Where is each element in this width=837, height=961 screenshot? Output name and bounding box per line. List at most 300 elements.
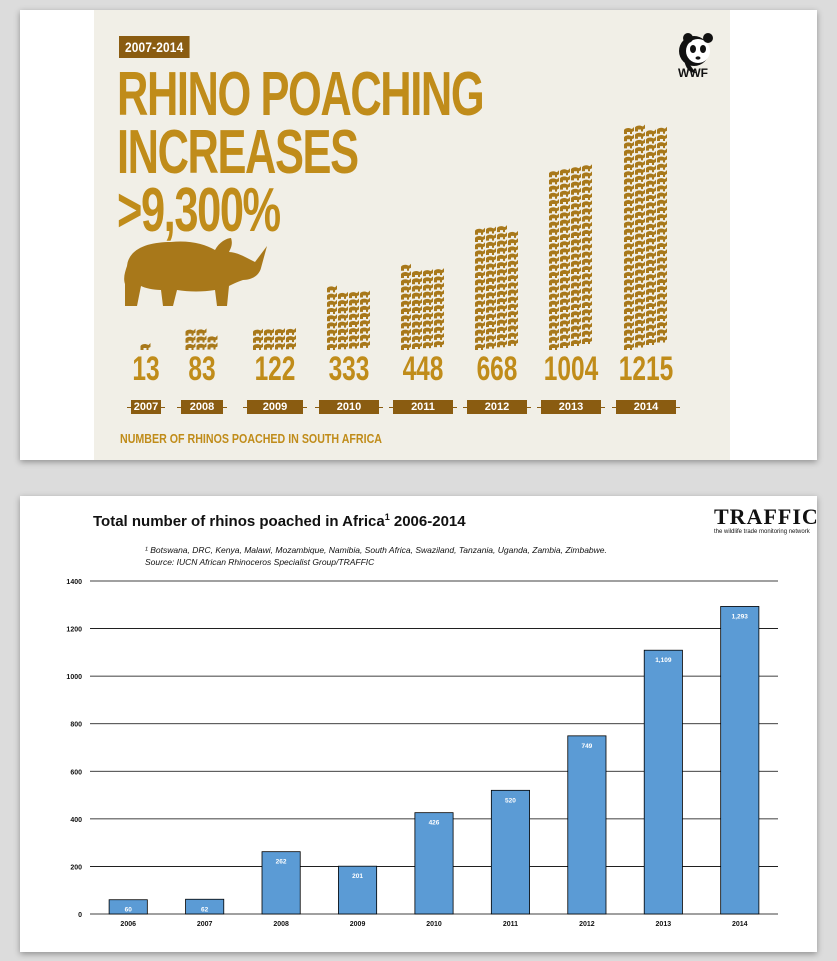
rhino-pictogram [412, 284, 422, 291]
rhino-pictogram [560, 334, 570, 341]
rhino-pictogram [197, 336, 207, 343]
rhino-pictogram [582, 193, 592, 200]
rhino-pictogram [497, 254, 507, 261]
rhino-pictogram [327, 336, 337, 343]
rhino-pictogram [646, 316, 656, 323]
rhino-pictogram [349, 313, 359, 320]
rhino-pictogram [475, 228, 485, 235]
rhino-pictogram [401, 336, 411, 343]
rhino-pictogram [497, 261, 507, 268]
year-label-2014: 2014 [616, 400, 676, 414]
rhino-pictogram [646, 302, 656, 309]
value-label-2008: 83 [188, 350, 216, 388]
rhino-pictogram [624, 185, 634, 192]
rhino-column-2009 [253, 328, 296, 350]
rhino-pictogram [657, 177, 667, 184]
x-tick-label: 2010 [426, 921, 442, 928]
rhino-pictogram [657, 213, 667, 220]
rhino-pictogram [360, 312, 370, 319]
rhino-pictogram [508, 289, 518, 296]
rhino-pictogram [657, 242, 667, 249]
bar-value-label: 62 [201, 906, 209, 914]
rhino-column-2007 [141, 343, 151, 350]
rhino-pictogram [486, 298, 496, 305]
traffic-logo-tagline: the wildlife trade monitoring network [714, 529, 810, 535]
rhino-pictogram [571, 209, 581, 216]
rhino-pictogram [635, 247, 645, 254]
value-label-2014: 1215 [618, 350, 674, 388]
rhino-pictogram [253, 329, 263, 336]
rhino-pictogram [327, 343, 337, 350]
rhino-pictogram [571, 289, 581, 296]
rhino-pictogram [560, 298, 570, 305]
rhino-pictogram [286, 335, 296, 342]
rhino-pictogram [434, 283, 444, 290]
rhino-pictogram [646, 201, 656, 208]
rhino-pictogram [401, 321, 411, 328]
rhino-pictogram [582, 171, 592, 178]
y-tick-label: 1400 [66, 579, 82, 586]
rhino-pictogram [434, 311, 444, 318]
rhino-pictogram [624, 206, 634, 213]
rhino-pictogram [624, 221, 634, 228]
rhino-pictogram [571, 267, 581, 274]
rhino-pictogram [208, 335, 218, 342]
rhino-pictogram [401, 314, 411, 321]
x-tick-label: 2006 [120, 921, 137, 928]
rhino-column-2014 [624, 125, 667, 350]
rhino-pictogram [624, 127, 634, 134]
rhino-pictogram [646, 136, 656, 143]
chart-note-countries: ¹ Botswana, DRC, Kenya, Malawi, Mozambique, Namibia, South Africa, Swaziland, Tanzania, Uganda, Zambia, Zimbabwe. [145, 545, 607, 555]
rhino-pictogram [497, 304, 507, 311]
rhino-pictogram [475, 235, 485, 242]
rhino-pictogram [624, 278, 634, 285]
rhino-pictogram [635, 254, 645, 261]
rhino-pictogram [646, 309, 656, 316]
rhino-pictogram [657, 264, 667, 271]
rhino-pictogram [560, 247, 570, 254]
rhino-pictogram [475, 242, 485, 249]
rhino-pictogram [635, 161, 645, 168]
rhino-pictogram [486, 342, 496, 349]
rhino-pictogram [423, 298, 433, 305]
rhino-pictogram [360, 305, 370, 312]
rhino-pictogram [560, 226, 570, 233]
rhino-pictogram [624, 314, 634, 321]
rhino-pictogram [571, 260, 581, 267]
rhino-pictogram [508, 274, 518, 281]
rhino-pictogram [571, 303, 581, 310]
rhino-pictogram [475, 285, 485, 292]
bar-value-label: 1,293 [731, 613, 748, 621]
rhino-pictogram [646, 129, 656, 136]
rhino-pictogram [624, 163, 634, 170]
rhino-pictogram [286, 342, 296, 349]
rhino-pictogram [434, 340, 444, 347]
rhino-pictogram [508, 267, 518, 274]
rhino-pictogram [412, 270, 422, 277]
rhino-pictogram [401, 343, 411, 350]
rhino-pictogram [549, 321, 559, 328]
rhino-pictogram [582, 265, 592, 272]
headline-line-2: INCREASES [117, 118, 358, 187]
rhino-pictogram [571, 238, 581, 245]
rhino-pictogram [275, 328, 285, 335]
rhino-pictogram [571, 166, 581, 173]
year-label-2008: 2008 [181, 400, 223, 414]
rhino-pictogram [497, 290, 507, 297]
rhino-pictogram [338, 306, 348, 313]
rhino-pictogram [646, 331, 656, 338]
rhino-pictogram [571, 224, 581, 231]
rhino-pictogram [635, 319, 645, 326]
rhino-pictogram [657, 156, 667, 163]
rhino-pictogram [582, 279, 592, 286]
rhino-pictogram [412, 299, 422, 306]
rhino-pictogram [657, 170, 667, 177]
rhino-pictogram [549, 235, 559, 242]
rhino-pictogram [582, 207, 592, 214]
chart-title-footnote-marker: 1 [384, 512, 390, 522]
rhino-pictogram [412, 335, 422, 342]
bar-value-label: 426 [428, 819, 440, 827]
rhino-pictogram [423, 276, 433, 283]
rhino-pictogram [475, 271, 485, 278]
rhino-pictogram [635, 269, 645, 276]
rhino-pictogram [560, 341, 570, 348]
x-tick-label: 2014 [731, 921, 748, 928]
rhino-pictogram [582, 294, 592, 301]
rhino-pictogram [646, 324, 656, 331]
rhino-pictogram [486, 255, 496, 262]
rhino-pictogram [497, 311, 507, 318]
rhino-pictogram [582, 243, 592, 250]
rhino-pictogram [582, 315, 592, 322]
rhino-pictogram [475, 336, 485, 343]
y-tick-label: 800 [70, 721, 82, 729]
rhino-pictogram [582, 164, 592, 171]
rhino-pictogram [657, 292, 667, 299]
rhino-pictogram [635, 276, 645, 283]
bar-value-label: 262 [275, 858, 287, 866]
rhino-pictogram [412, 306, 422, 313]
rhino-pictogram [434, 333, 444, 340]
rhino-pictogram [327, 321, 337, 328]
rhino-pictogram [657, 300, 667, 307]
rhino-pictogram [475, 293, 485, 300]
rhino-pictogram [549, 213, 559, 220]
rhino-pictogram [423, 327, 433, 334]
rhino-pictogram [560, 204, 570, 211]
rhino-pictogram [434, 275, 444, 282]
rhino-pictogram [349, 298, 359, 305]
rhino-pictogram [646, 230, 656, 237]
rhino-pictogram [497, 268, 507, 275]
rhino-pictogram [635, 197, 645, 204]
rhino-pictogram [423, 341, 433, 348]
rhino-pictogram [582, 251, 592, 258]
rhino-pictogram [571, 281, 581, 288]
rhino-pictogram [657, 256, 667, 263]
rhino-pictogram [486, 277, 496, 284]
rhino-pictogram [208, 343, 218, 350]
rhino-pictogram [582, 215, 592, 222]
rhino-pictograph-columns [94, 10, 730, 460]
rhino-pictogram [486, 291, 496, 298]
rhino-pictogram [497, 275, 507, 282]
rhino-pictogram [657, 220, 667, 227]
rhino-pictogram [349, 334, 359, 341]
rhino-pictogram [401, 264, 411, 271]
rhino-pictogram [508, 303, 518, 310]
rhino-pictogram [327, 314, 337, 321]
rhino-pictogram [582, 301, 592, 308]
rhino-pictogram [635, 175, 645, 182]
rhino-pictogram [264, 343, 274, 350]
rhino-pictogram [338, 321, 348, 328]
rhino-pictogram [582, 330, 592, 337]
rhino-pictogram [571, 296, 581, 303]
value-label-2007: 13 [132, 350, 160, 388]
rhino-pictogram [549, 199, 559, 206]
rhino-pictogram [560, 255, 570, 262]
rhino-pictogram [635, 225, 645, 232]
rhino-pictogram [508, 238, 518, 245]
rhino-pictogram [624, 307, 634, 314]
rhino-pictogram [635, 341, 645, 348]
rhino-pictogram [646, 244, 656, 251]
value-label-2013: 1004 [543, 350, 599, 388]
rhino-pictogram [349, 320, 359, 327]
rhino-pictogram [497, 239, 507, 246]
rhino-pictogram [549, 242, 559, 249]
rhino-pictogram [571, 317, 581, 324]
wwf-infographic-card [20, 10, 817, 460]
rhino-pictogram [657, 184, 667, 191]
rhino-pictogram [423, 305, 433, 312]
rhino-pictogram [338, 299, 348, 306]
rhino-pictogram [646, 187, 656, 194]
rhino-pictogram [197, 343, 207, 350]
rhino-pictogram [624, 329, 634, 336]
rhino-pictogram [486, 320, 496, 327]
rhino-pictogram [360, 298, 370, 305]
rhino-pictogram [582, 337, 592, 344]
rhino-pictogram [624, 293, 634, 300]
rhino-pictogram [508, 253, 518, 260]
bar-value-label: 60 [124, 906, 132, 914]
rhino-pictogram [657, 134, 667, 141]
rhino-pictogram [186, 343, 196, 350]
rhino-pictogram [657, 199, 667, 206]
rhino-pictogram [486, 334, 496, 341]
rhino-pictogram [571, 332, 581, 339]
rhino-pictogram [360, 326, 370, 333]
rhino-pictogram [646, 165, 656, 172]
rhino-pictogram [264, 336, 274, 343]
rhino-pictogram [657, 192, 667, 199]
rhino-pictogram [560, 305, 570, 312]
rhino-pictogram [571, 188, 581, 195]
rhino-pictogram [657, 228, 667, 235]
rhino-pictogram [635, 182, 645, 189]
rhino-pictogram [508, 317, 518, 324]
rhino-pictogram [434, 326, 444, 333]
rhino-pictogram [582, 222, 592, 229]
x-tick-label: 2012 [579, 921, 595, 928]
rhino-pictogram [338, 313, 348, 320]
rhino-pictogram [646, 144, 656, 151]
rhino-pictogram [657, 127, 667, 134]
y-tick-label: 600 [70, 769, 82, 777]
rhino-pictogram [635, 211, 645, 218]
rhino-pictogram [624, 228, 634, 235]
rhino-pictogram [646, 158, 656, 165]
traffic-chart-card [20, 496, 817, 952]
rhino-pictogram [560, 291, 570, 298]
rhino-pictogram [508, 281, 518, 288]
rhino-pictogram [486, 270, 496, 277]
rhino-pictogram [549, 300, 559, 307]
rhino-pictogram [582, 236, 592, 243]
rhino-pictogram [582, 229, 592, 236]
rhino-pictogram [486, 234, 496, 241]
rhino-pictogram [646, 266, 656, 273]
rhino-pictogram [497, 326, 507, 333]
rhino-pictogram [657, 206, 667, 213]
rhino-pictogram [549, 336, 559, 343]
bar-value-label: 201 [352, 873, 363, 881]
rhino-pictogram [497, 297, 507, 304]
rhino-pictogram [624, 264, 634, 271]
rhino-pictogram [253, 336, 263, 343]
rhino-pictogram [508, 245, 518, 252]
rhino-pictogram [657, 336, 667, 343]
rhino-pictogram [360, 290, 370, 297]
rhino-pictogram [486, 284, 496, 291]
rhino-pictogram [475, 264, 485, 271]
rhino-pictogram [327, 285, 337, 292]
rhino-pictogram [497, 340, 507, 347]
rhino-pictogram [646, 151, 656, 158]
traffic-logo: TRAFFIC [714, 504, 819, 529]
rhino-pictogram [423, 291, 433, 298]
rhino-pictogram [646, 338, 656, 345]
rhino-pictogram [624, 235, 634, 242]
headline-line-3: >9,300% [117, 176, 280, 245]
rhino-pictogram [571, 245, 581, 252]
rhino-pictogram [497, 232, 507, 239]
rhino-pictogram [434, 290, 444, 297]
rhino-pictogram [423, 283, 433, 290]
rhino-pictogram [497, 225, 507, 232]
rhino-pictogram [549, 264, 559, 271]
rhino-pictogram [327, 293, 337, 300]
rhino-pictogram [635, 233, 645, 240]
rhino-pictogram [412, 320, 422, 327]
chart-note-source: Source: IUCN African Rhinoceros Specialist Group/TRAFFIC [145, 557, 375, 567]
chart-title-text: Total number of rhinos poached in Africa [93, 513, 385, 530]
rhino-pictogram [475, 278, 485, 285]
rhino-pictogram [560, 319, 570, 326]
rhino-pictogram [423, 334, 433, 341]
x-tick-label: 2007 [196, 921, 213, 928]
rhino-pictogram [646, 280, 656, 287]
rhino-pictogram [486, 226, 496, 233]
rhino-pictogram [275, 335, 285, 342]
rhino-pictogram [571, 231, 581, 238]
rhino-pictogram [349, 291, 359, 298]
rhino-pictogram [475, 314, 485, 321]
rhino-pictogram [646, 194, 656, 201]
value-label-2012: 668 [476, 350, 518, 388]
rhino-pictogram [412, 328, 422, 335]
rhino-pictogram [338, 292, 348, 299]
rhino-pictogram [657, 321, 667, 328]
rhino-pictogram [571, 339, 581, 346]
rhino-pictogram [635, 218, 645, 225]
rhino-pictogram [560, 283, 570, 290]
rhino-pictogram [624, 257, 634, 264]
x-tick-label: 2013 [655, 921, 672, 928]
rhino-pictogram [253, 343, 263, 350]
rhino-pictogram [657, 235, 667, 242]
rhino-pictogram [571, 195, 581, 202]
rhino-pictogram [571, 274, 581, 281]
rhino-pictogram [635, 297, 645, 304]
rhino-pictogram [560, 233, 570, 240]
rhino-pictogram [497, 283, 507, 290]
rhino-pictogram [549, 228, 559, 235]
rhino-pictogram [657, 314, 667, 321]
rhino-pictogram [401, 300, 411, 307]
rhino-pictogram [571, 325, 581, 332]
rhino-pictogram [624, 141, 634, 148]
rhino-pictogram [549, 221, 559, 228]
rhino-pictogram [624, 213, 634, 220]
rhino-pictogram [635, 153, 645, 160]
rhino-pictogram [401, 271, 411, 278]
rhino-pictogram [582, 186, 592, 193]
rhino-pictogram [635, 261, 645, 268]
value-label-2011: 448 [402, 350, 444, 388]
rhino-pictogram [486, 248, 496, 255]
rhino-pictogram [624, 321, 634, 328]
rhino-pictogram [508, 296, 518, 303]
rhino-pictogram [338, 328, 348, 335]
rhino-pictogram [624, 343, 634, 350]
rhino-pictogram [571, 253, 581, 260]
rhino-pictogram [571, 202, 581, 209]
rhino-pictogram [560, 312, 570, 319]
rhino-pictogram [657, 285, 667, 292]
rhino-pictogram [508, 332, 518, 339]
rhino-pictogram [657, 307, 667, 314]
rhino-pictogram [486, 306, 496, 313]
rhino-pictogram [508, 339, 518, 346]
rhino-pictogram [327, 307, 337, 314]
chart-title-years: 2006-2014 [389, 513, 466, 530]
infographic-panel [94, 10, 730, 460]
rhino-pictogram [186, 329, 196, 336]
rhino-pictogram [560, 183, 570, 190]
rhino-pictogram [571, 173, 581, 180]
y-tick-label: 0 [78, 912, 82, 919]
rhino-pictogram [624, 170, 634, 177]
rhino-pictogram [549, 343, 559, 350]
rhino-pictogram [549, 314, 559, 321]
